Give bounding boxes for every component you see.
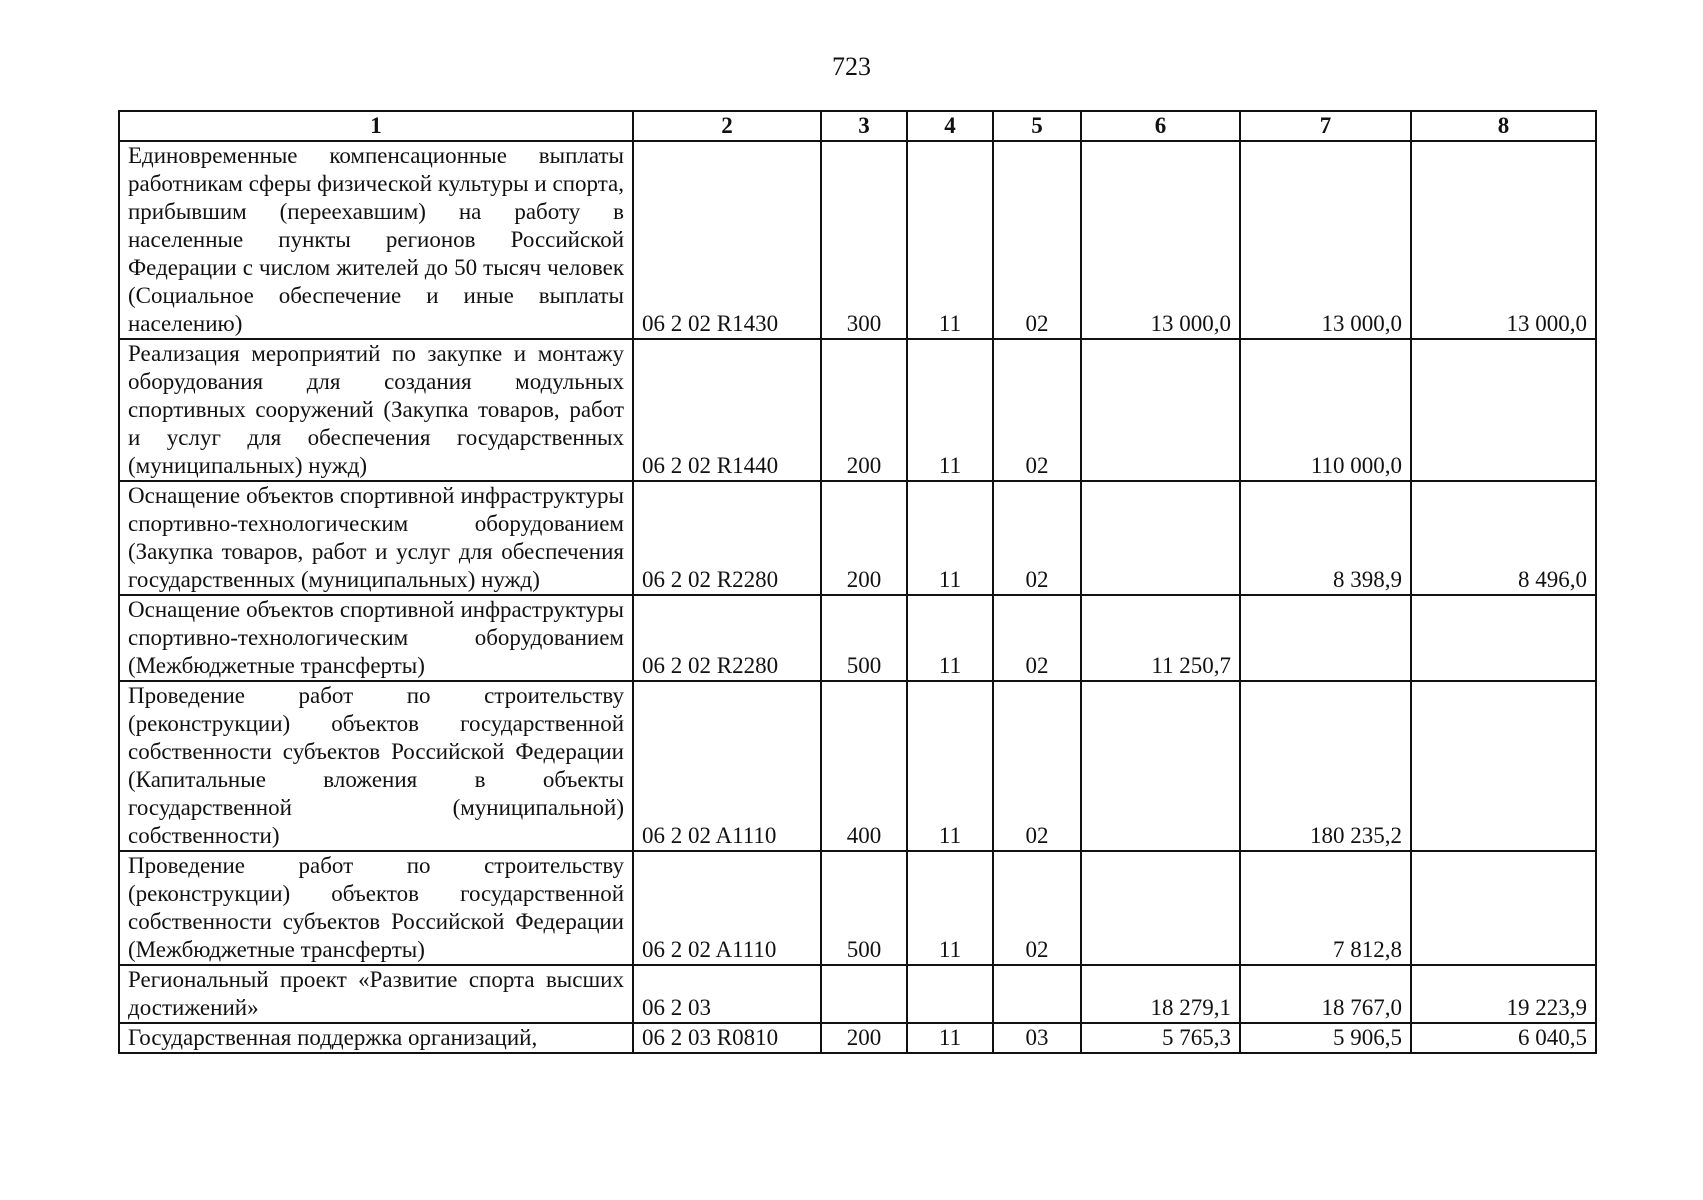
row-col-6 [1081, 851, 1240, 965]
table-row [119, 1023, 1596, 1053]
row-col-3: 500 [821, 851, 907, 965]
row-col-7: 8 398,9 [1240, 481, 1411, 595]
row-col-5: 02 [993, 681, 1081, 851]
row-col-8 [1411, 339, 1596, 481]
row-col-4: 11 [907, 595, 993, 681]
table-row [119, 681, 1596, 851]
row-col-7: 18 767,0 [1240, 965, 1411, 1023]
row-col-7 [1240, 595, 1411, 681]
row-col-7: 13 000,0 [1240, 141, 1411, 339]
table-row [119, 595, 1596, 681]
row-code: 06 2 02 A1110 [633, 681, 821, 851]
row-col-3: 500 [821, 595, 907, 681]
row-col-5: 03 [993, 1023, 1081, 1053]
row-description: Оснащение объектов спортивной инфраструктуры спортивно-технологическим оборудованием (Межбюджетные трансферты) [119, 595, 633, 681]
row-col-3: 300 [821, 141, 907, 339]
row-col-5: 02 [993, 339, 1081, 481]
row-col-3: 200 [821, 1023, 907, 1053]
row-code: 06 2 02 R2280 [633, 595, 821, 681]
row-description: Проведение работ по строительству (реконструкции) объектов государственной собственности субъектов Российской Федерации (Межбюджетные трансферты) [119, 851, 633, 965]
row-col-8 [1411, 851, 1596, 965]
row-col-4: 11 [907, 339, 993, 481]
row-col-8: 6 040,5 [1411, 1023, 1596, 1053]
row-code: 06 2 02 A1110 [633, 851, 821, 965]
row-col-4: 11 [907, 681, 993, 851]
row-code: 06 2 02 R1440 [633, 339, 821, 481]
row-description: Оснащение объектов спортивной инфраструктуры спортивно-технологическим оборудованием (Закупка товаров, работ и услуг для обеспечения государственных (муниципальных) нужд) [119, 481, 633, 595]
row-col-7: 5 906,5 [1240, 1023, 1411, 1053]
row-col-6 [1081, 339, 1240, 481]
table-header-row [119, 111, 1596, 141]
row-description: Единовременные компенсационные выплаты работникам сферы физической культуры и спорта, прибывшим (переехавшим) на работу в населенные пункты регионов Российской Федерации с числом жителей до 50 тысяч человек (Социальное обеспечение и иные выплаты населению) [119, 141, 633, 339]
row-description: Проведение работ по строительству (реконструкции) объектов государственной собственности субъектов Российской Федерации (Капитальные вложения в объекты государственной (муниципальной) собственности) [119, 681, 633, 851]
table-row [119, 851, 1596, 965]
row-col-8 [1411, 595, 1596, 681]
row-col-3: 400 [821, 681, 907, 851]
row-col-4: 11 [907, 141, 993, 339]
row-col-6: 13 000,0 [1081, 141, 1240, 339]
table-row [119, 141, 1596, 339]
header-col-3: 3 [821, 111, 907, 141]
row-col-7: 7 812,8 [1240, 851, 1411, 965]
table-row [119, 965, 1596, 1023]
header-col-7: 7 [1240, 111, 1411, 141]
row-col-4 [907, 965, 993, 1023]
row-description: Региональный проект «Развитие спорта высших достижений» [119, 965, 633, 1023]
row-col-4: 11 [907, 1023, 993, 1053]
header-col-8: 8 [1411, 111, 1596, 141]
row-col-8: 19 223,9 [1411, 965, 1596, 1023]
row-col-5: 02 [993, 851, 1081, 965]
row-col-8: 13 000,0 [1411, 141, 1596, 339]
row-code: 06 2 02 R2280 [633, 481, 821, 595]
row-col-8 [1411, 681, 1596, 851]
header-col-4: 4 [907, 111, 993, 141]
row-description: Государственная поддержка организаций, [119, 1023, 633, 1053]
row-code: 06 2 02 R1430 [633, 141, 821, 339]
row-col-6: 18 279,1 [1081, 965, 1240, 1023]
row-col-6 [1081, 481, 1240, 595]
row-col-5: 02 [993, 595, 1081, 681]
header-col-6: 6 [1081, 111, 1240, 141]
budget-table [118, 110, 1597, 1054]
header-col-2: 2 [633, 111, 821, 141]
row-col-7: 110 000,0 [1240, 339, 1411, 481]
row-col-3 [821, 965, 907, 1023]
table-row [119, 481, 1596, 595]
row-col-4: 11 [907, 481, 993, 595]
row-col-5 [993, 965, 1081, 1023]
row-col-4: 11 [907, 851, 993, 965]
header-col-5: 5 [993, 111, 1081, 141]
row-code: 06 2 03 [633, 965, 821, 1023]
header-col-1: 1 [119, 111, 633, 141]
row-col-6: 11 250,7 [1081, 595, 1240, 681]
row-col-5: 02 [993, 141, 1081, 339]
row-col-6 [1081, 681, 1240, 851]
page-number: 723 [832, 52, 871, 81]
row-col-5: 02 [993, 481, 1081, 595]
row-description: Реализация мероприятий по закупке и монтажу оборудования для создания модульных спортивных сооружений (Закупка товаров, работ и услуг для обеспечения государственных (муниципальных) нужд) [119, 339, 633, 481]
row-col-3: 200 [821, 339, 907, 481]
table-row [119, 339, 1596, 481]
row-col-7: 180 235,2 [1240, 681, 1411, 851]
row-code: 06 2 03 R0810 [633, 1023, 821, 1053]
row-col-8: 8 496,0 [1411, 481, 1596, 595]
row-col-3: 200 [821, 481, 907, 595]
row-col-6: 5 765,3 [1081, 1023, 1240, 1053]
